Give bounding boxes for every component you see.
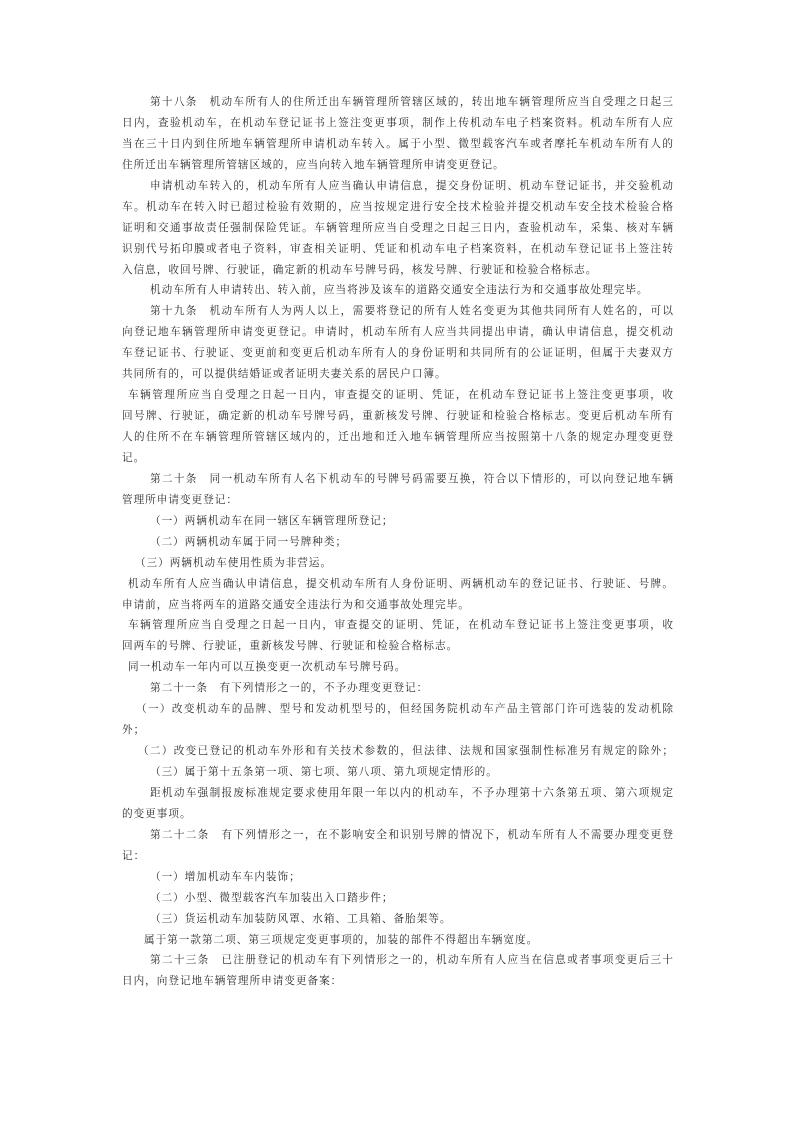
text-line: 机动车所有人申请转出、转入前，应当将涉及该车的道路交通安全违法行为和交通事故处理完毕。	[150, 284, 649, 297]
text-line: （二）改变已登记的机动车外形和有关技术参数的，但法律、法规和国家强制性标准另有规定的除外；	[138, 745, 674, 758]
text-line: 人的住所不在车辆管理所管辖区域内的，迁出地和迁入地车辆管理所应当按照第十八条的规定办理变更登	[122, 431, 674, 443]
text-line: （三）属于第十五条第一项、第七项、第八项、第九项规定情形的。	[150, 766, 498, 778]
text-line: 第十八条 机动车所有人的住所迁出车辆管理所管辖区域的，转出地车辆管理所应当自受理之日起三	[150, 96, 674, 108]
text-line: 车登记证书、行驶证、变更前和变更后机动车所有人的身份证明和共同所有的公证证明，但属于夫妻双方	[122, 347, 674, 360]
text-line: 外；	[122, 724, 146, 737]
text-line: （二）两辆机动车属于同一号牌种类；	[150, 535, 348, 548]
text-line: 距机动车强制报废标准规定要求使用年限一年以内的机动车，不予办理第十六条第五项、第六项规定	[150, 786, 674, 799]
text-line: 同一机动车一年内可以互换变更一次机动车号牌号码。	[128, 661, 407, 674]
text-line: 第二十二条 有下列情形之一，在不影响安全和识别号牌的情况下，机动车所有人不需要办理变更登	[150, 828, 674, 841]
text-line: 机动车所有人应当确认申请信息，提交机动车所有人身份证明、两辆机动车的登记证书、行驶证、号牌。	[128, 577, 674, 590]
text-line: 回号牌、行驶证，确定新的机动车号牌号码，重新核发号牌、行驶证和检验合格标志。变更后机动车所有	[122, 410, 674, 423]
text-line: 识别代号拓印膜或者电子资料，审查相关证明、凭证和机动车电子档案资料，在机动车登记证书上签注转	[122, 242, 674, 255]
text-line: 车辆管理所应当自受理之日起一日内，审查提交的证明、凭证，在机动车登记证书上签注变更事项，收	[128, 619, 674, 632]
text-line: 第二十一条 有下列情形之一的，不予办理变更登记：	[150, 682, 429, 695]
text-line: （二）小型、微型载客汽车加装出入口踏步件；	[150, 891, 394, 904]
text-line: 共同所有的，可以提供结婚证或者证明夫妻关系的居民户口簿。	[122, 368, 447, 381]
text-line: 日内，向登记地车辆管理所申请变更备案：	[122, 975, 343, 988]
text-line: 回两车的号牌、行驶证，重新核发号牌、行驶证和检验合格标志。	[122, 640, 459, 653]
text-line: （一）增加机动车车内装饰；	[150, 870, 301, 883]
text-line: 第二十三条 已注册登记的机动车有下列情形之一的，机动车所有人应当在信息或者事项变更后三十	[150, 954, 674, 967]
text-line: 住所迁出车辆管理所管辖区域的，应当向转入地车辆管理所申请变更登记。	[122, 158, 505, 171]
text-line: 第二十条 同一机动车所有人名下机动车的号牌号码需要互换，符合以下情形的，可以向登记地车辆	[150, 472, 674, 485]
text-line: 申请机动车转入的，机动车所有人应当确认申请信息，提交身份证明、机动车登记证书，并交验机动	[150, 179, 674, 192]
text-line: 当在三十日内到住所地车辆管理所申请机动车转入。属于小型、微型载客汽车或者摩托车机动车所有人的	[122, 137, 674, 150]
text-line: 车辆管理所应当自受理之日起一日内，审查提交的证明、凭证，在机动车登记证书上签注变更事项，收	[128, 389, 674, 402]
text-line: 向登记地车辆管理所申请变更登记。申请时，机动车所有人应当共同提出申请，确认申请信息，提交机动	[122, 326, 674, 339]
text-line: 属于第一款第二项、第三项规定变更事项的，加装的部件不得超出车辆宽度。	[144, 933, 539, 946]
text-line: 记：	[122, 849, 146, 862]
text-line: （三）货运机动车加装防风罩、水箱、工具箱、备胎架等。	[150, 912, 452, 925]
text-line: （三）两辆机动车使用性质为非营运。	[135, 556, 333, 569]
text-line: 入信息，收回号牌、行驶证，确定新的机动车号牌号码，核发号牌、行驶证和检验合格标志。	[122, 263, 598, 276]
text-line: 管理所申请变更登记：	[122, 493, 238, 506]
text-line: 第十九条 机动车所有人为两人以上，需要将登记的所有人姓名变更为其他共同所有人姓名的，可以	[150, 305, 674, 318]
text-line: 记。	[122, 451, 146, 464]
text-line: 申请前，应当将两车的道路交通安全违法行为和交通事故处理完毕。	[122, 598, 470, 611]
document-body	[122, 92, 674, 992]
text-line: 证明和交通事故责任强制保险凭证。车辆管理所应当自受理之日起三日内，查验机动车，采集、核对车辆	[122, 221, 674, 234]
text-line: 的变更事项。	[122, 807, 192, 820]
text-line: （一）改变机动车的品牌、型号和发动机型号的，但经国务院机动车产品主管部门许可选装的发动机除	[136, 703, 674, 716]
text-line: 日内，查验机动车，在机动车登记证书上签注变更事项，制作上传机动车电子档案资料。机动车所有人应	[122, 116, 674, 129]
text-line: （一）两辆机动车在同一辖区车辆管理所登记；	[150, 514, 394, 527]
text-line: 车。机动车在转入时已超过检验有效期的，应当按规定进行安全技术检验并提交机动车安全技术检验合格	[122, 200, 674, 213]
